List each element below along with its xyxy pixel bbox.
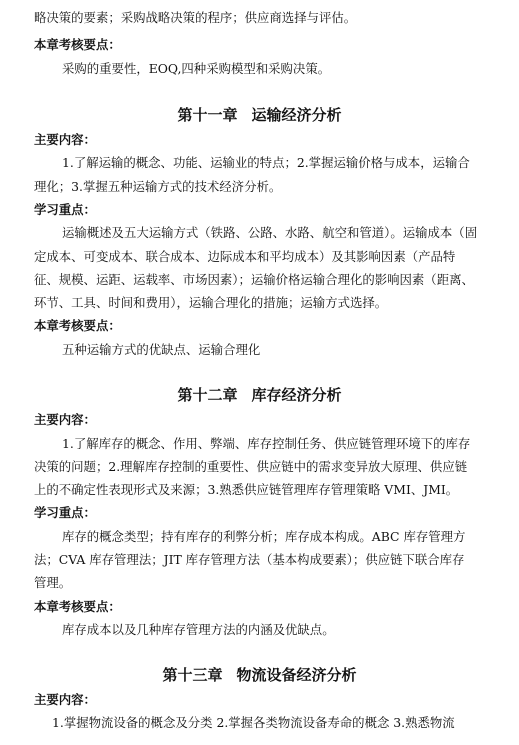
section-label-study-focus: 学习重点： (34, 202, 96, 217)
section-label-main-content: 主要内容： (34, 692, 96, 707)
paragraph-line: 略决策的要素；采购战略决策的程序；供应商选择与评估。 (34, 10, 357, 25)
chapter-title: 物流设备经济分析 (236, 666, 357, 684)
chapter-heading (0, 664, 519, 686)
paragraph-line: 定成本、可变成本、联合成本、边际成本和平均成本）及其影响因素（产品特 (34, 249, 456, 264)
section-label-main-content: 主要内容： (34, 132, 96, 147)
paragraph-line: 1.了解库存的概念、作用、弊端、库存控制任务、供应链管理环境下的库存 (62, 436, 471, 451)
paragraph-line: 环节、工具、时间和费用），运输合理化的措施；运输方式选择。 (34, 295, 388, 310)
paragraph-line: 管理。 (34, 575, 72, 590)
chapter-title: 库存经济分析 (251, 386, 342, 404)
paragraph-line: 理化；3.掌握五种运输方式的技术经济分析。 (34, 179, 282, 194)
section-label-key-points: 本章考核要点： (34, 37, 121, 52)
section-label-study-focus: 学习重点： (34, 505, 96, 520)
chapter-title: 运输经济分析 (251, 106, 342, 124)
paragraph-line: 上的不确定性表现形式及来源；3.熟悉供应链管理库存管理策略 VMI、JMI。 (34, 482, 459, 497)
chapter-number: 第十二章 (177, 386, 238, 404)
paragraph-line: 运输概述及五大运输方式（铁路、公路、水路、航空和管道）。运输成本（固 (62, 225, 478, 240)
section-label-key-points: 本章考核要点： (34, 599, 121, 614)
paragraph-line: 库存成本以及几种库存管理方法的内涵及优缺点。 (62, 622, 335, 637)
chapter-number: 第十一章 (177, 106, 238, 124)
chapter-heading (0, 104, 519, 126)
paragraph-line: 1.了解运输的概念、功能、运输业的特点；2.掌握运输价格与成本，运输合 (62, 155, 470, 170)
paragraph-line: 决策的问题；2.理解库存控制的重要性、供应链中的需求变异放大原理、供应链 (34, 459, 468, 474)
paragraph-line: 1.掌握物流设备的概念及分类 2.掌握各类物流设备寿命的概念 3.熟悉物流 (52, 715, 455, 730)
paragraph-line: 征、规模、运距、运载率、市场因素）；运输价格运输合理化的影响因素（距离、 (34, 272, 474, 287)
section-label-key-points: 本章考核要点： (34, 318, 121, 333)
chapter-number: 第十三章 (162, 666, 223, 684)
paragraph-line: 法；CVA 库存管理法；JIT 库存管理方法（基本构成要素）；供应链下联合库存 (34, 552, 465, 567)
paragraph-line: 采购的重要性，EOQ,四种采购模型和采购决策。 (62, 61, 331, 76)
section-label-main-content: 主要内容： (34, 412, 96, 427)
chapter-heading (0, 384, 519, 406)
paragraph-line: 五种运输方式的优缺点、运输合理化 (62, 342, 261, 357)
paragraph-line: 库存的概念类型；持有库存的利弊分析；库存成本构成。ABC 库存管理方 (62, 529, 466, 544)
